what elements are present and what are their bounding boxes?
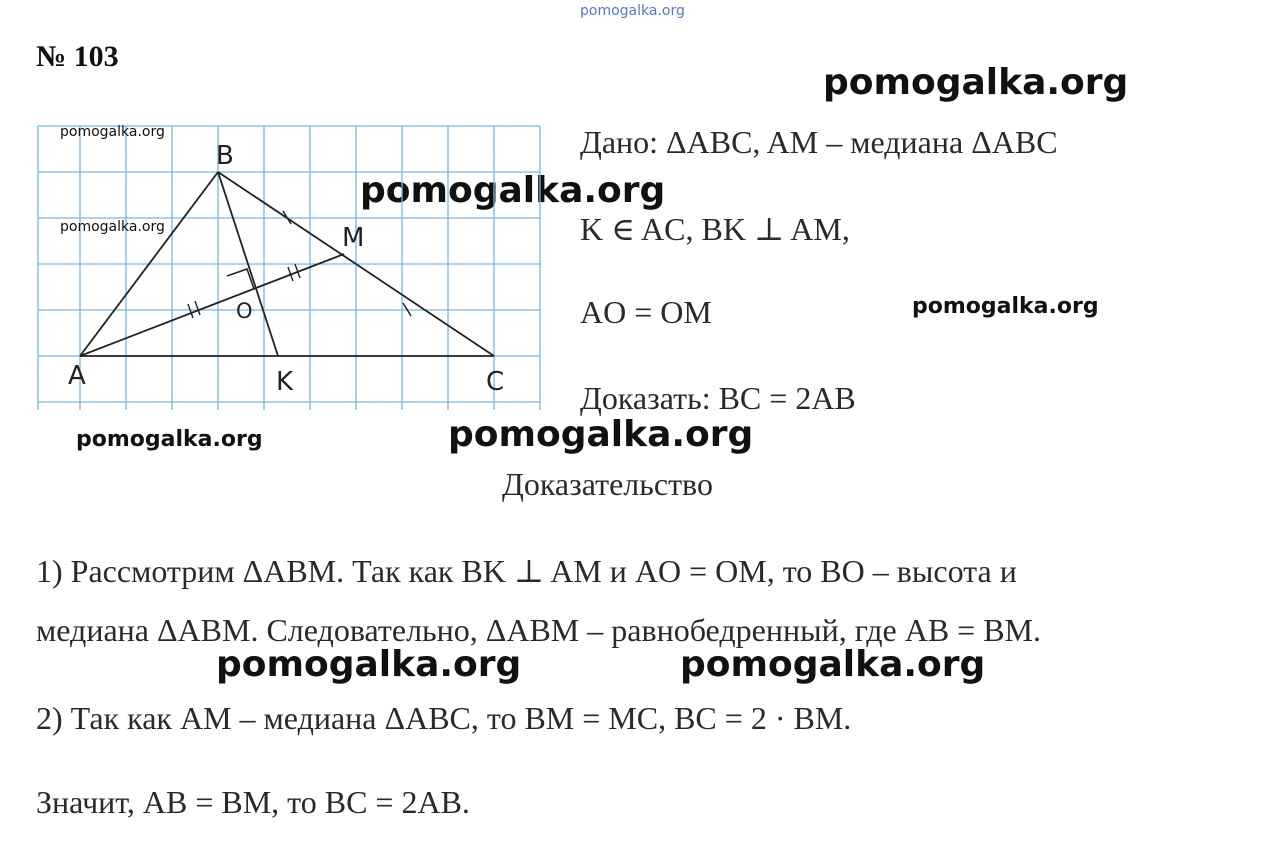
prove-statement: Доказать: BC = 2AB [580,380,856,416]
proof-conclusion: Значит, AB = BM, то BC = 2AB. [36,784,470,820]
triangle-figure [0,0,560,420]
watermark-top: pomogalka.org [580,3,685,19]
given-line-2: K ∈ AC, BK ⊥ AM, [580,211,850,247]
median-AM [80,254,344,356]
label-K: K [276,367,294,397]
label-A: A [68,361,86,391]
watermark: pomogalka.org [823,62,1129,103]
proof-step-1b: медиана ΔABM. Следовательно, ΔABM – равнобедренный, где AB = BM. [36,612,1041,648]
label-C: C [486,367,505,397]
watermark: pomogalka.org [912,294,1099,319]
watermark: pomogalka.org [60,124,165,140]
watermark: pomogalka.org [216,644,522,685]
watermark: pomogalka.org [60,219,165,235]
watermark: pomogalka.org [448,414,754,455]
label-B: B [216,141,234,171]
proof-step-1a: 1) Рассмотрим ΔABM. Так как BK ⊥ AM и AO = OM, то BO – высота и [36,553,1017,589]
watermark: pomogalka.org [360,170,666,211]
label-O: O [236,299,253,323]
tick-mark [188,304,193,318]
tick-mark [195,301,200,315]
given-line-1: Дано: ΔABC, AM – медиана ΔABC [580,124,1058,160]
given-line-3: AO = OM [580,294,712,330]
label-M: M [342,223,365,253]
proof-step-2: 2) Так как AM – медиана ΔABC, то BM = MC, BC = 2 · BM. [36,700,852,736]
watermark: pomogalka.org [76,427,263,452]
proof-heading: Доказательство [502,466,713,502]
watermark: pomogalka.org [680,644,986,685]
problem-number: № 103 [36,40,119,73]
